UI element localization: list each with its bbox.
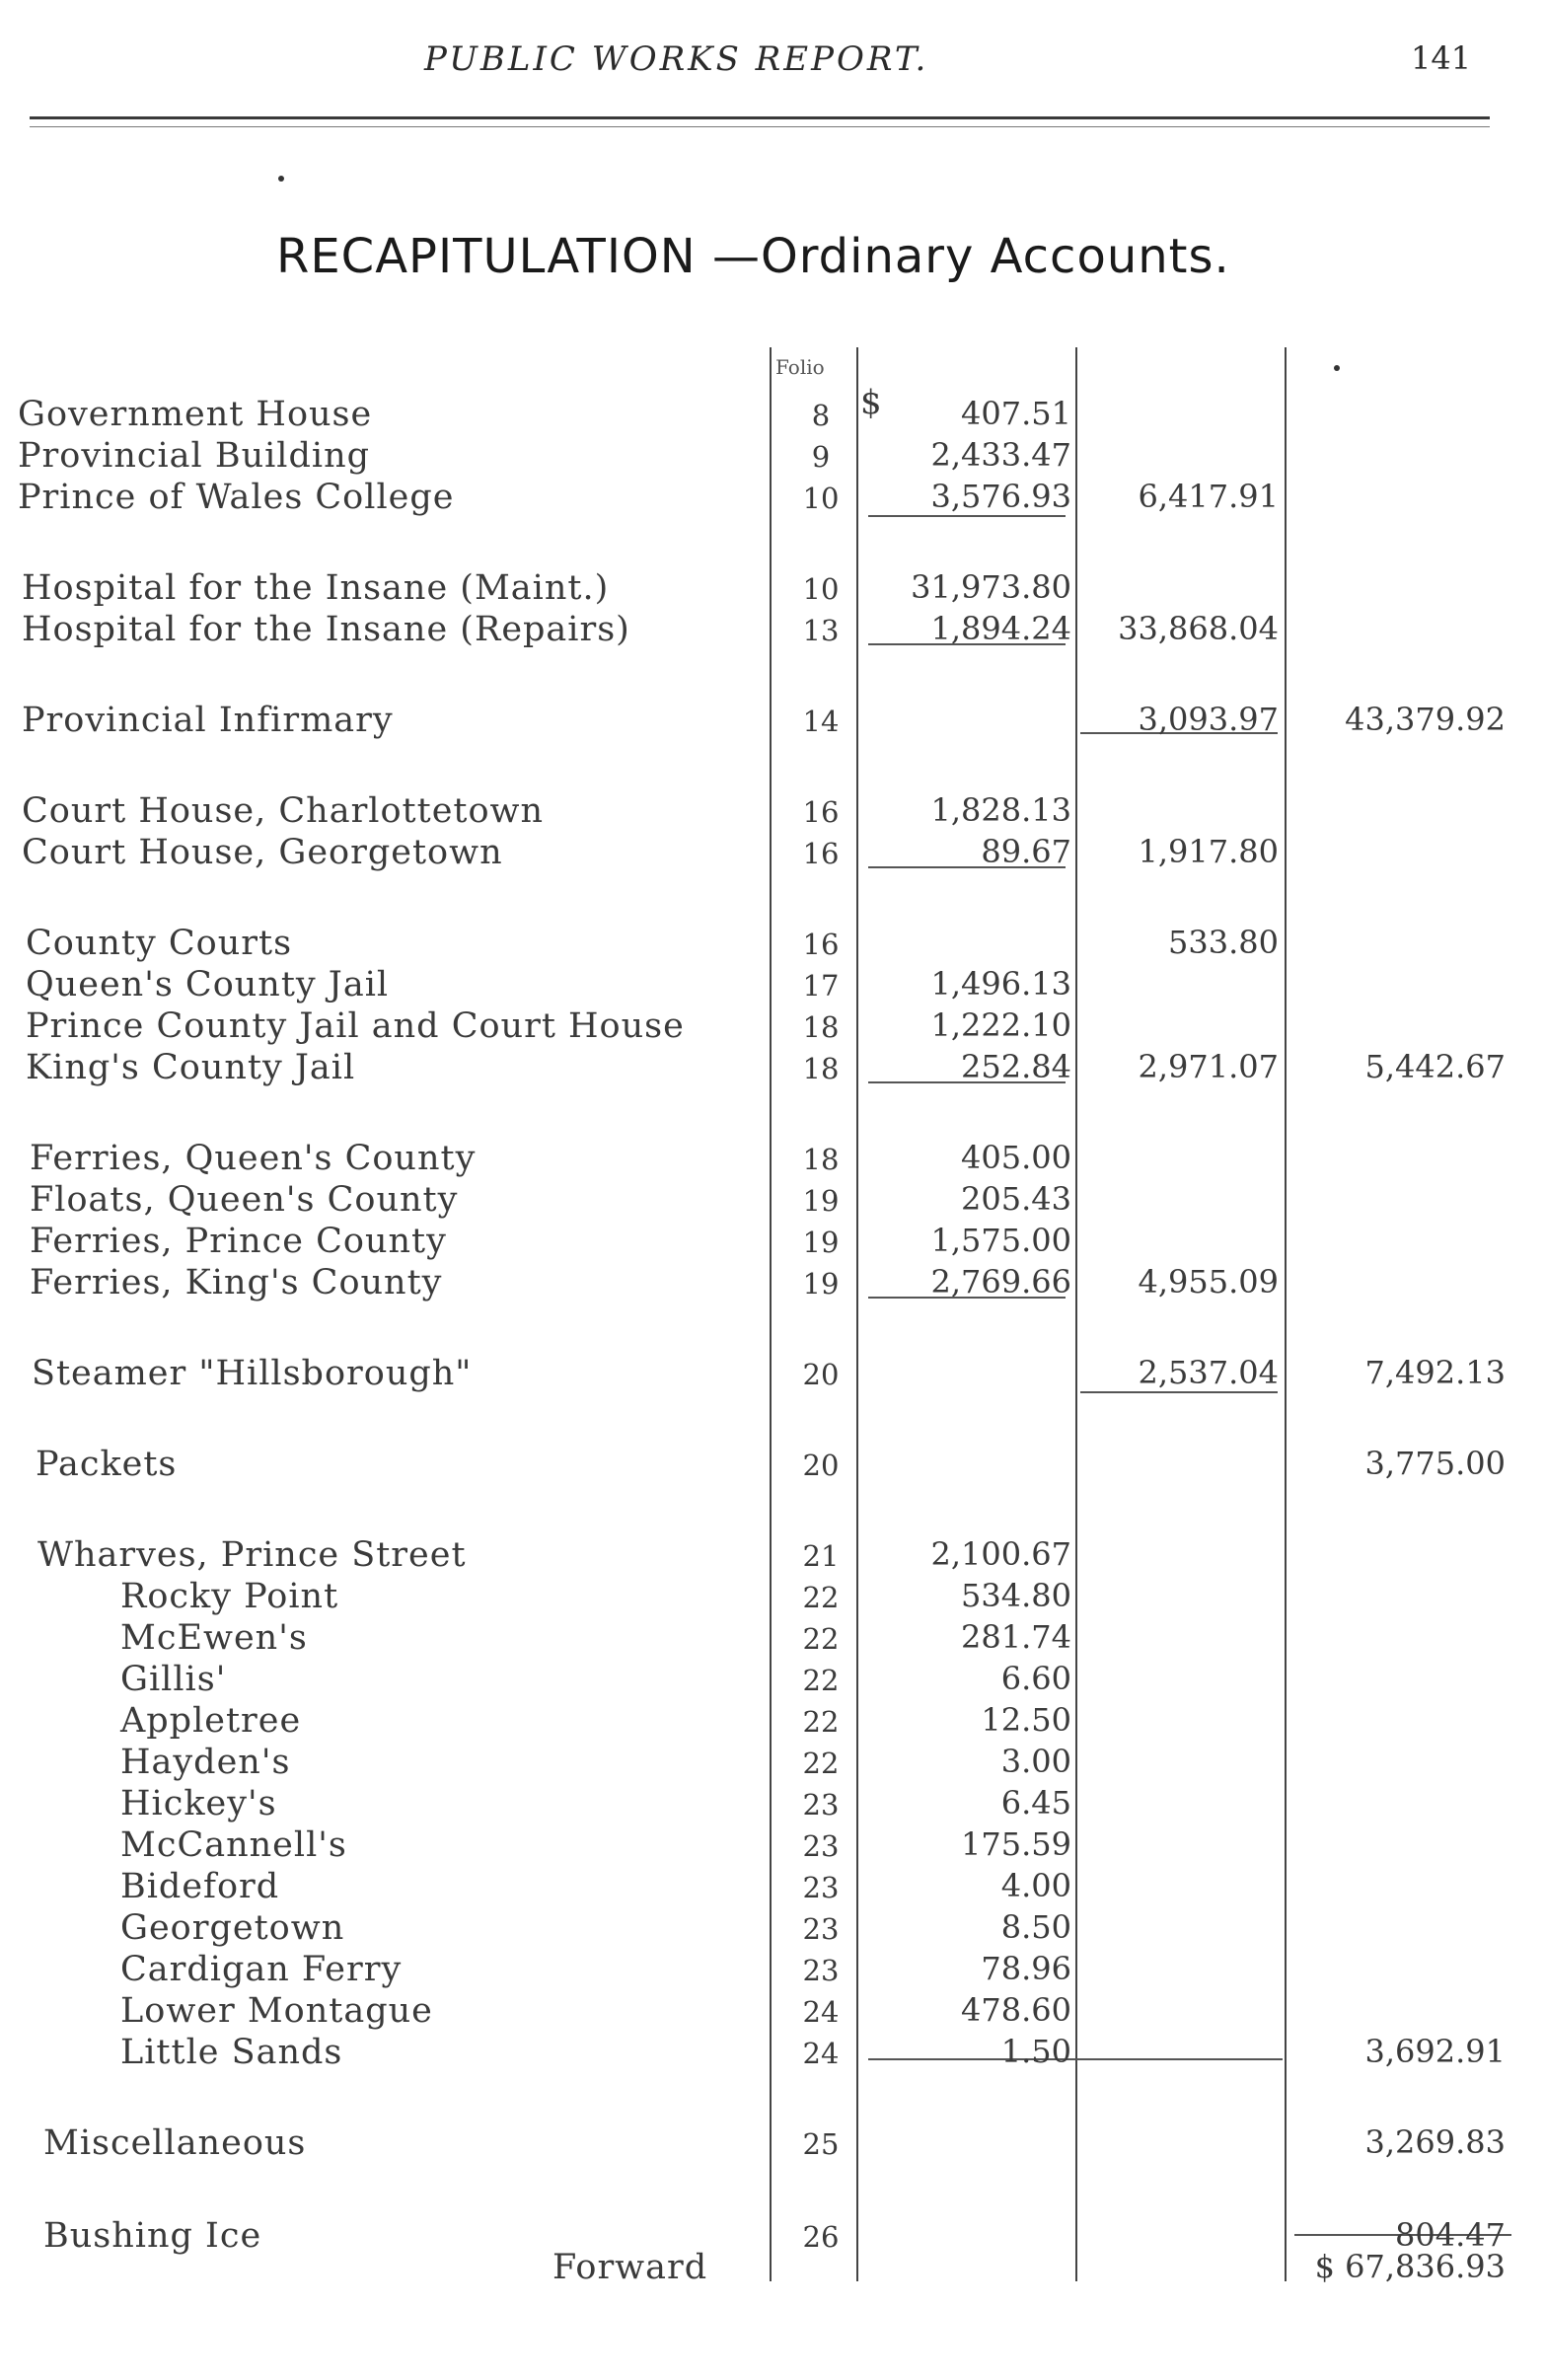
folio-number: 9 xyxy=(811,440,831,474)
table-row xyxy=(0,833,1545,872)
row-label: Provincial Infirmary xyxy=(22,701,394,740)
row-label: Prince County Jail and Court House xyxy=(26,1006,685,1046)
folio-number: 16 xyxy=(802,795,840,829)
row-label: Bideford xyxy=(120,1867,280,1906)
folio-number: 16 xyxy=(802,837,840,870)
folio-number: 22 xyxy=(802,1664,840,1697)
table-row xyxy=(0,2123,1545,2163)
folio-number: 25 xyxy=(802,2127,840,2161)
subtotal-amount: 2,971.07 xyxy=(1138,1048,1279,1085)
table-row xyxy=(0,1180,1545,1220)
item-amount: 2,769.66 xyxy=(930,1263,1071,1301)
row-label: Government House xyxy=(18,395,373,434)
item-amount: 12.50 xyxy=(981,1701,1071,1739)
forward-total: $ 67,836.93 xyxy=(1314,2248,1506,2285)
table-row xyxy=(0,1950,1545,1989)
folio-number: 10 xyxy=(802,482,840,515)
table-row xyxy=(0,1445,1545,1484)
row-label: Lower Montague xyxy=(120,1991,433,2031)
folio-number: 21 xyxy=(802,1539,840,1573)
page-number: 141 xyxy=(1411,39,1472,77)
table-row xyxy=(0,478,1545,517)
item-amount: 205.43 xyxy=(961,1180,1071,1218)
item-amount: 2,100.67 xyxy=(930,1535,1071,1573)
row-label: County Courts xyxy=(26,924,293,963)
item-amount: 1,894.24 xyxy=(930,610,1071,647)
row-label: McCannell's xyxy=(120,1825,347,1865)
row-label: Gillis' xyxy=(120,1660,227,1699)
row-label: Court House, Charlottetown xyxy=(22,791,545,831)
forward-label: Forward xyxy=(552,2248,708,2287)
table-row xyxy=(0,436,1545,476)
row-label: Appletree xyxy=(120,1701,302,1741)
folio-number: 13 xyxy=(802,614,840,647)
item-amount: 2,433.47 xyxy=(930,436,1071,474)
item-amount: 407.51 xyxy=(961,395,1071,432)
item-amount: 1,496.13 xyxy=(930,965,1071,1003)
folio-number: 8 xyxy=(811,399,831,432)
folio-number: 19 xyxy=(802,1184,840,1218)
table-row xyxy=(0,568,1545,608)
folio-number: 22 xyxy=(802,1581,840,1614)
folio-number: 16 xyxy=(802,928,840,961)
subtotal-amount: 6,417.91 xyxy=(1138,478,1279,515)
row-label: Hickey's xyxy=(120,1784,277,1823)
page-title: RECAPITULATION —Ordinary Accounts. xyxy=(276,229,1230,284)
row-label: Cardigan Ferry xyxy=(120,1950,403,1989)
row-label: Floats, Queen's County xyxy=(30,1180,459,1220)
table-row xyxy=(0,395,1545,434)
row-label: Steamer "Hillsborough" xyxy=(32,1354,473,1393)
row-label: Rocky Point xyxy=(120,1577,339,1616)
table-row xyxy=(0,1139,1545,1178)
folio-number: 20 xyxy=(802,1449,840,1482)
row-label: Miscellaneous xyxy=(43,2123,307,2163)
row-label: Ferries, Queen's County xyxy=(30,1139,477,1178)
item-amount: 89.67 xyxy=(981,833,1071,870)
item-amount: 3,576.93 xyxy=(930,478,1071,515)
group-total-amount: 804.47 xyxy=(1395,2216,1506,2254)
group-total-amount: 3,775.00 xyxy=(1364,1445,1506,1482)
table-row xyxy=(0,1006,1545,1046)
row-label: Wharves, Prince Street xyxy=(37,1535,467,1575)
row-label: Bushing Ice xyxy=(43,2216,262,2256)
row-label: Provincial Building xyxy=(18,436,371,476)
subtotal-amount: 3,093.97 xyxy=(1138,701,1279,738)
table-row xyxy=(0,1263,1545,1302)
table-row xyxy=(0,1743,1545,1782)
group-total-amount: 7,492.13 xyxy=(1364,1354,1506,1391)
item-amount: 252.84 xyxy=(961,1048,1071,1085)
subtotal-amount: 1,917.80 xyxy=(1138,833,1279,870)
dollar-sign-top: $ xyxy=(860,383,882,422)
table-row xyxy=(0,1784,1545,1823)
group-total-amount: 43,379.92 xyxy=(1345,701,1506,738)
item-amount: 6.45 xyxy=(1000,1784,1071,1822)
table-row xyxy=(0,965,1545,1004)
table-row xyxy=(0,1825,1545,1865)
row-label: Ferries, King's County xyxy=(30,1263,443,1302)
item-amount: 4.00 xyxy=(1000,1867,1071,1904)
item-amount: 1,222.10 xyxy=(930,1006,1071,1044)
folio-number: 18 xyxy=(802,1052,840,1085)
item-amount: 31,973.80 xyxy=(911,568,1071,606)
folio-number: 23 xyxy=(802,1829,840,1863)
table-row xyxy=(0,610,1545,649)
item-amount: 6.60 xyxy=(1000,1660,1071,1697)
row-label: Ferries, Prince County xyxy=(30,1222,447,1261)
row-label: Little Sands xyxy=(120,2033,343,2072)
folio-number: 17 xyxy=(802,969,840,1003)
item-amount: 281.74 xyxy=(961,1618,1071,1656)
group-total-amount: 3,692.91 xyxy=(1364,2033,1506,2070)
row-label: Hayden's xyxy=(120,1743,291,1782)
item-amount: 1,828.13 xyxy=(930,791,1071,829)
item-amount: 1.50 xyxy=(1000,2033,1071,2070)
header-rule xyxy=(30,116,1490,119)
row-label: Prince of Wales College xyxy=(18,478,455,517)
folio-number: 14 xyxy=(802,705,840,738)
table-row xyxy=(0,1991,1545,2031)
item-amount: 8.50 xyxy=(1000,1908,1071,1946)
table-row xyxy=(0,1048,1545,1087)
table-row xyxy=(0,1618,1545,1658)
table-row xyxy=(0,1908,1545,1948)
folio-number: 23 xyxy=(802,1871,840,1904)
table-row xyxy=(0,924,1545,963)
item-amount: 478.60 xyxy=(961,1991,1071,2029)
subtotal-amount: 4,955.09 xyxy=(1138,1263,1279,1301)
folio-number: 24 xyxy=(802,1995,840,2029)
table-row xyxy=(0,1535,1545,1575)
item-amount: 3.00 xyxy=(1000,1743,1071,1780)
row-label: Hospital for the Insane (Maint.) xyxy=(22,568,610,608)
item-amount: 175.59 xyxy=(961,1825,1071,1863)
folio-number: 26 xyxy=(802,2220,840,2254)
folio-number: 22 xyxy=(802,1705,840,1739)
group-total-amount: 3,269.83 xyxy=(1364,2123,1506,2161)
table-row xyxy=(0,1222,1545,1261)
row-label: Georgetown xyxy=(120,1908,345,1948)
row-label: King's County Jail xyxy=(26,1048,356,1087)
folio-number: 10 xyxy=(802,572,840,606)
table-row xyxy=(0,791,1545,831)
folio-number: 19 xyxy=(802,1226,840,1259)
row-label: Hospital for the Insane (Repairs) xyxy=(22,610,630,649)
table-row xyxy=(0,1354,1545,1393)
folio-number: 23 xyxy=(802,1788,840,1822)
item-amount: 534.80 xyxy=(961,1577,1071,1614)
folio-heading-dot xyxy=(1334,365,1340,371)
folio-number: 19 xyxy=(802,1267,840,1301)
folio-number: 23 xyxy=(802,1912,840,1946)
table-row xyxy=(0,1660,1545,1699)
folio-number: 22 xyxy=(802,1622,840,1656)
folio-heading: Folio xyxy=(775,355,825,379)
running-head: PUBLIC WORKS REPORT. xyxy=(424,39,929,79)
subtotal-amount: 533.80 xyxy=(1168,924,1279,961)
item-amount: 78.96 xyxy=(981,1950,1071,1987)
item-amount: 1,575.00 xyxy=(930,1222,1071,1259)
folio-number: 22 xyxy=(802,1747,840,1780)
group-total-amount: 5,442.67 xyxy=(1364,1048,1506,1085)
folio-number: 23 xyxy=(802,1954,840,1987)
item-amount: 405.00 xyxy=(961,1139,1071,1176)
folio-number: 20 xyxy=(802,1358,840,1391)
row-label: McEwen's xyxy=(120,1618,308,1658)
header-dot xyxy=(278,176,284,182)
folio-number: 24 xyxy=(802,2037,840,2070)
row-label: Packets xyxy=(36,1445,178,1484)
table-row xyxy=(0,1701,1545,1741)
table-row xyxy=(0,1867,1545,1906)
table-row xyxy=(0,2033,1545,2072)
folio-number: 18 xyxy=(802,1143,840,1176)
header-rule-thin xyxy=(30,126,1490,127)
row-label: Queen's County Jail xyxy=(26,965,390,1004)
forward-total-row xyxy=(0,2248,1545,2287)
subtotal-amount: 33,868.04 xyxy=(1118,610,1279,647)
table-row xyxy=(0,1577,1545,1616)
folio-number: 18 xyxy=(802,1010,840,1044)
row-label: Court House, Georgetown xyxy=(22,833,503,872)
table-row xyxy=(0,701,1545,740)
subtotal-amount: 2,537.04 xyxy=(1138,1354,1279,1391)
